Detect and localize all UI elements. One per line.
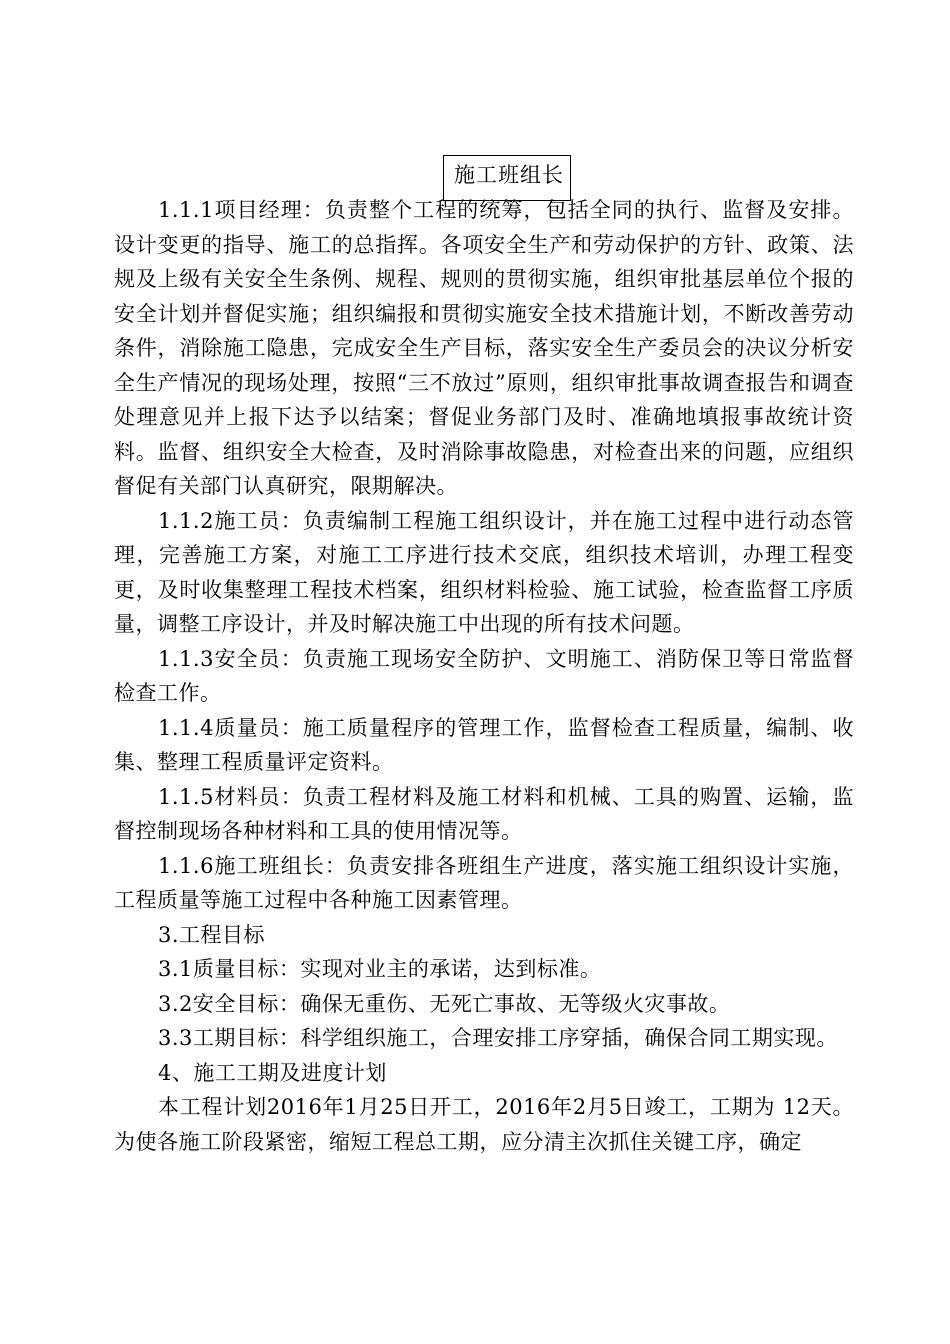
heading-project-goals: 3.工程目标 [158,922,266,947]
org-chart-box-team-leader: 施工班组长 [443,155,571,201]
paragraph-quality-goal: 3.1质量目标：实现对业主的承诺，达到标准。 [158,957,602,981]
paragraph-quality-officer: 1.1.4质量员：施工质量程序的管理工作，监督检查工程质量，编制、收集、整理工程质量评定资料。 [114,715,854,774]
heading-schedule-plan: 4、施工工期及进度计划 [158,1060,387,1085]
paragraph-construction-officer: 1.1.2施工员：负责编制工程施工组织设计，并在施工过程中进行动态管理，完善施工方案，对施工工序进行技术交底，组织技术培训，办理工程变更，及时收集整理工程技术档案，组织材料检验、施工试验，检查监督工序质量，调整工序设计，并及时解决施工中出现的所有技术问题。 [114,508,854,636]
paragraph-safety-officer: 1.1.3安全员：负责施工现场安全防护、文明施工、消防保卫等日常监督检查工作。 [114,646,854,705]
document-body [114,193,854,1159]
paragraph-schedule-goal: 3.3工期目标：科学组织施工，合理安排工序穿插，确保合同工期实现。 [158,1026,838,1050]
paragraph-project-manager: 1.1.1项目经理：负责整个工程的统筹，包括全同的执行、监督及安排。设计变更的指导、施工的总指挥。各项安全生产和劳动保护的方针、政策、法规及上级有关安全生条例、规程、规则的贯彻实施，组织审批基层单位个报的安全计划并督促实施；组织编报和贯彻实施安全技术措施计划，不断改善劳动条件，消除施工隐患，完成安全生产目标，落实安全生产委员会的决议分析安全生产情况的现场处理，按照“三不放过”原则，组织审批事故调查报告和调查处理意见并上报下达予以结案；督促业务部门及时、准确地填报事故统计资料。监督、组织安全大检查，及时消除事故隐患，对检查出来的问题，应组织督促有关部门认真研究，限期解决。 [114,198,854,498]
paragraph-material-officer: 1.1.5材料员：负责工程材料及施工材料和机械、工具的购置、运输，监督控制现场各种材料和工具的使用情况等。 [114,784,854,843]
paragraph-schedule-plan: 本工程计划2016年1月25日开工，2016年2月5日竣工，工期为 12天。为使各施工阶段紧密，缩短工程总工期，应分清主次抓住关键工序，确定 [114,1095,854,1154]
paragraph-safety-goal: 3.2安全目标：确保无重伤、无死亡事故、无等级火灾事故。 [158,991,731,1016]
paragraph-team-leader: 1.1.6施工班组长：负责安排各班组生产进度，落实施工组织设计实施，工程质量等施工过程中各种施工因素管理。 [114,853,854,912]
